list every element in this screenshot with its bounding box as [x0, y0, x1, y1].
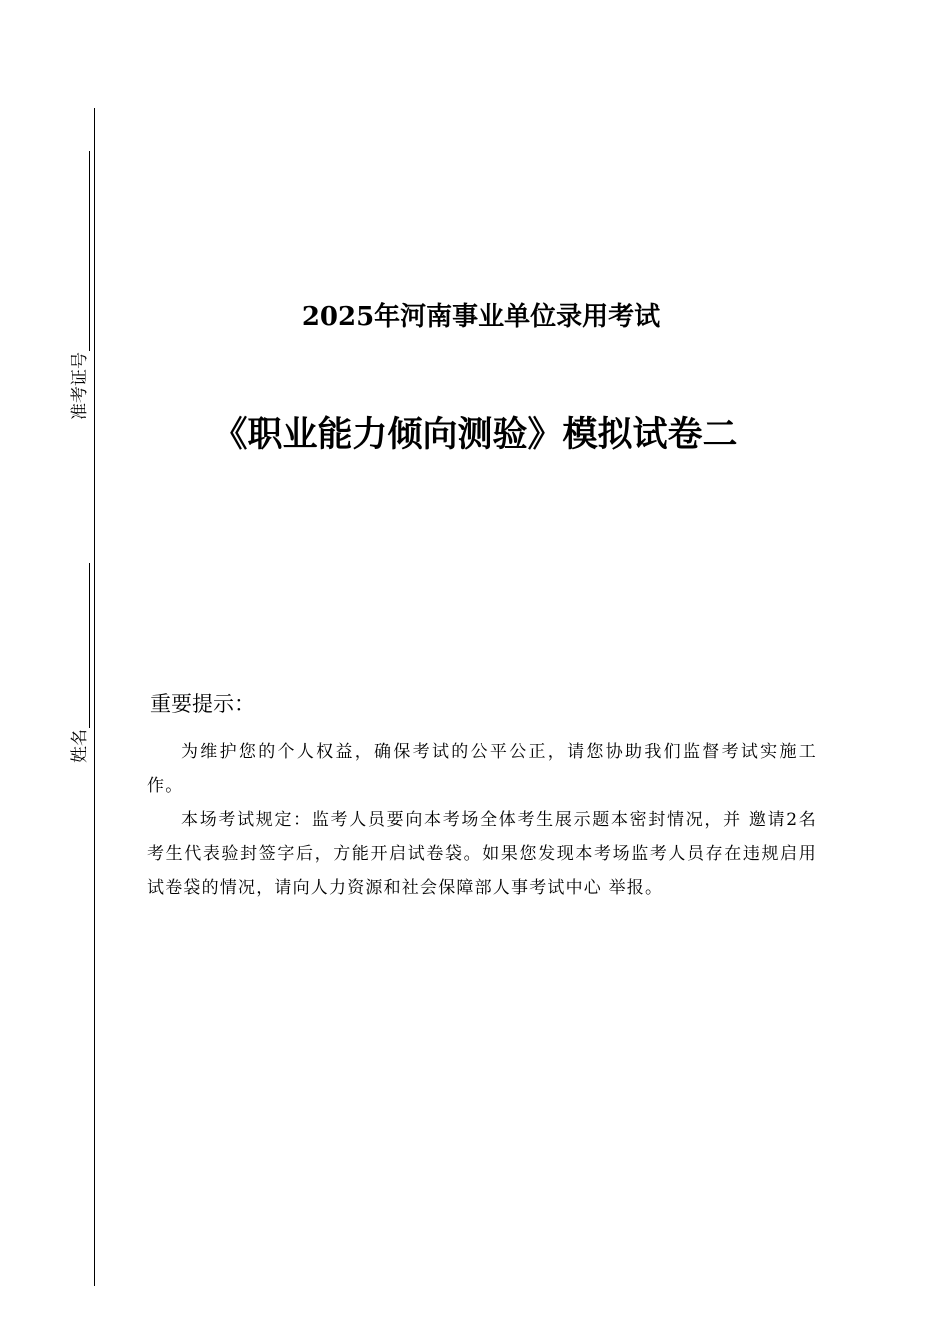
paper-title: 《职业能力倾向测验》模拟试卷二: [212, 415, 738, 455]
notice-paragraph: 为维护您的个人权益，确保考试的公平公正，请您协助我们监督考试实施工作。: [147, 742, 817, 796]
exam-id-field: [70, 151, 90, 420]
name-field: [70, 563, 90, 763]
notice-heading: 重要提示：: [150, 692, 255, 716]
notice-paragraph: 本场考试规定：监考人员要向本考场全体考生展示题本密封情况，并 邀请2名考生代表验封签字后，方能开启试卷袋。如果您发现本考场监考人员存在违规启用试卷袋的情况，请向人力资源和社会保障部人事考试中心 举报。: [147, 810, 817, 898]
exam-id-label: 准考证号: [70, 352, 90, 420]
name-label: 姓名: [70, 729, 90, 763]
name-underline[interactable]: [71, 563, 90, 728]
notice-body: [147, 735, 817, 905]
binding-line: [94, 108, 95, 1286]
exam-title: 2025年河南事业单位录用考试: [301, 302, 661, 332]
